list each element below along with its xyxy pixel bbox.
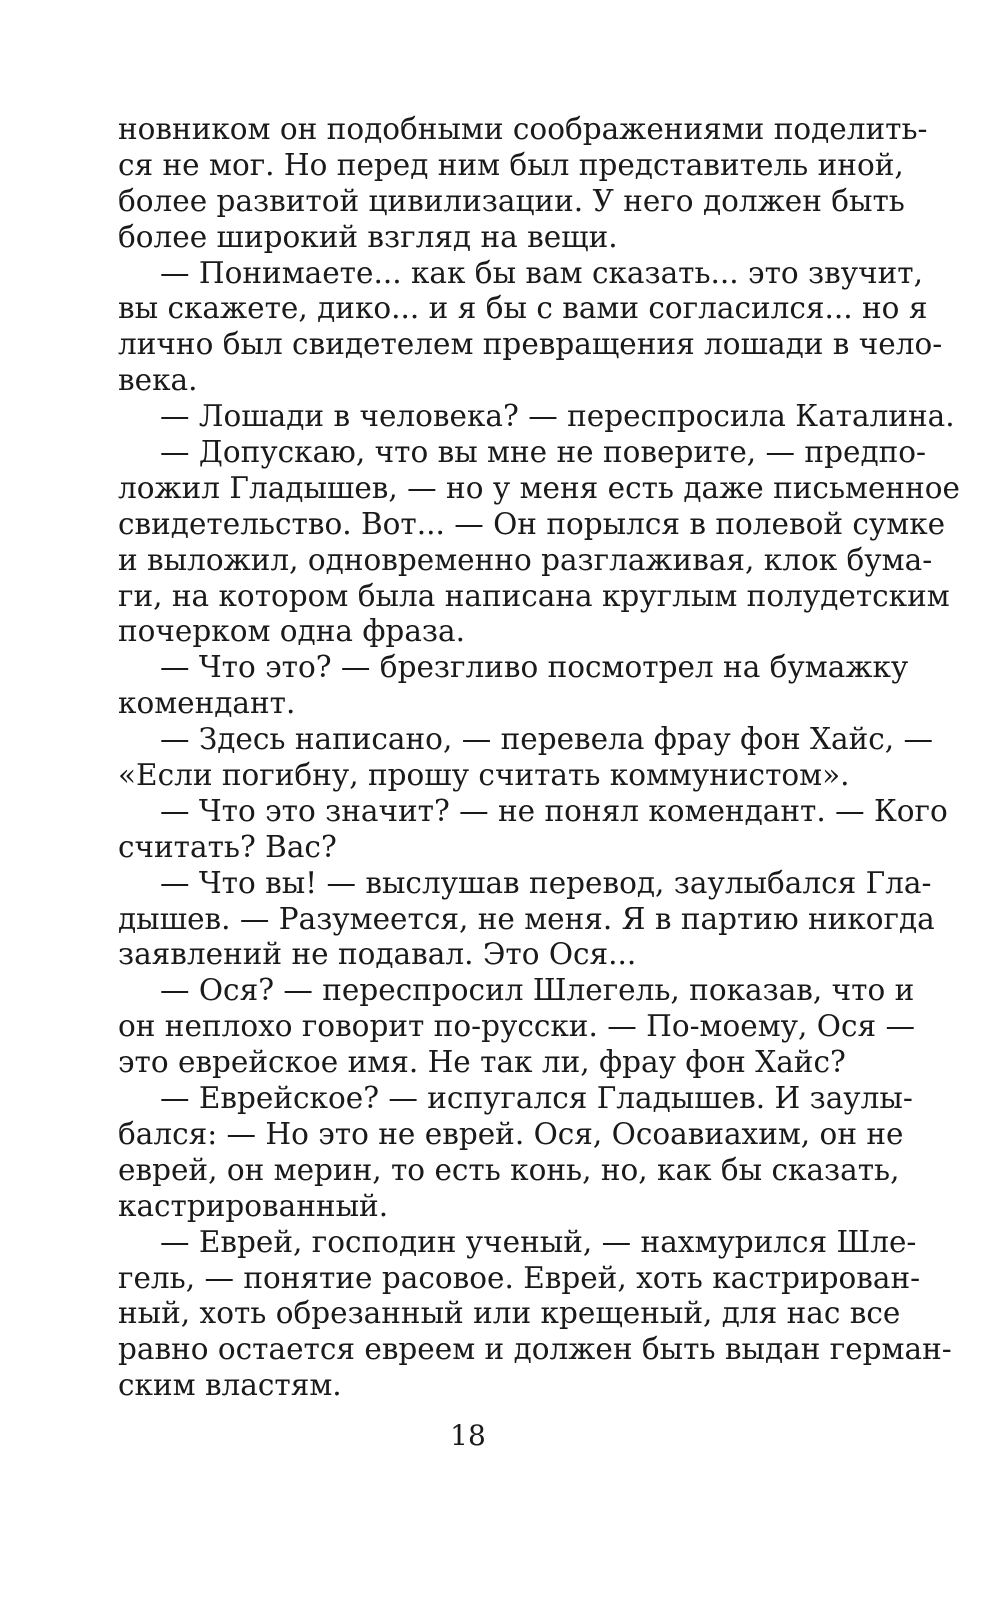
text-line: дышев. — Разумеется, не меня. Я в партию никогда <box>118 901 935 936</box>
text-line: вы скажете, дико... и я бы с вами согласился... но я <box>118 291 928 326</box>
text-line: — Понимаете... как бы вам сказать... это звучит, <box>160 255 923 290</box>
text-line: и выложил, одновременно разглаживая, клок бума- <box>118 542 933 577</box>
text-line: это еврейское имя. Не так ли, фрау фон Хайс? <box>118 1045 846 1080</box>
text-line: он неплохо говорит по-русски. — По-моему, Ося — <box>118 1009 915 1044</box>
text-line: более развитой цивилизации. У него должен быть <box>118 183 905 218</box>
text-line: — Лошади в человека? — переспросила Каталина. <box>160 399 955 434</box>
text-line: — Что это значит? — не понял комендант. — Кого <box>160 793 948 828</box>
text-line: заявлений не подавал. Это Ося... <box>118 937 637 972</box>
text-line: почерком одна фраза. <box>118 614 465 649</box>
text-line: — Еврей, господин ученый, — нахмурился Шле- <box>160 1224 917 1259</box>
text-line: еврей, он мерин, то есть конь, но, как бы сказать, <box>118 1152 900 1187</box>
body-text <box>118 112 960 1404</box>
text-line: ся не мог. Но перед ним был представитель иной, <box>118 147 904 182</box>
text-line: «Если погибну, прошу считать коммунистом». <box>118 758 850 793</box>
text-line: — Еврейское? — испугался Гладышев. И заулы- <box>160 1081 913 1116</box>
text-line: — Допускаю, что вы мне не поверите, — предпо- <box>160 435 926 470</box>
text-line: считать? Вас? <box>118 829 337 864</box>
text-line: гель, — понятие расовое. Еврей, хоть кастрирован- <box>118 1260 921 1295</box>
text-line: ским властям. <box>118 1368 342 1403</box>
text-line: кастрированный. <box>118 1188 389 1223</box>
text-line: — Что вы! — выслушав перевод, заулыбался Гла- <box>160 865 932 900</box>
text-line: ложил Гладышев, — но у меня есть даже письменное <box>118 470 960 505</box>
text-line: — Ося? — переспросил Шлегель, показав, что и <box>160 973 915 1008</box>
text-line: ный, хоть обрезанный или крещеный, для нас все <box>118 1296 901 1331</box>
text-line: — Здесь написано, — перевела фрау фон Хайс, — <box>160 722 934 757</box>
text-line: равно остается евреем и должен быть выдан герман- <box>118 1332 952 1367</box>
text-line: комендант. <box>118 686 296 721</box>
page-number: 18 <box>450 1419 486 1452</box>
text-line: века. <box>118 363 198 398</box>
text-line: новником он подобными соображениями поделить- <box>118 112 928 146</box>
text-line: — Что это? — брезгливо посмотрел на бумажку <box>160 650 909 685</box>
text-line: лично был свидетелем превращения лошади в чело- <box>118 327 943 362</box>
text-line: ги, на котором была написана круглым полудетским <box>118 578 950 613</box>
text-line: бался: — Но это не еврей. Ося, Осоавиахим, он не <box>118 1116 904 1151</box>
text-line: свидетельство. Вот... — Он порылся в полевой сумке <box>118 506 946 541</box>
text-line: более широкий взгляд на вещи. <box>118 219 618 254</box>
